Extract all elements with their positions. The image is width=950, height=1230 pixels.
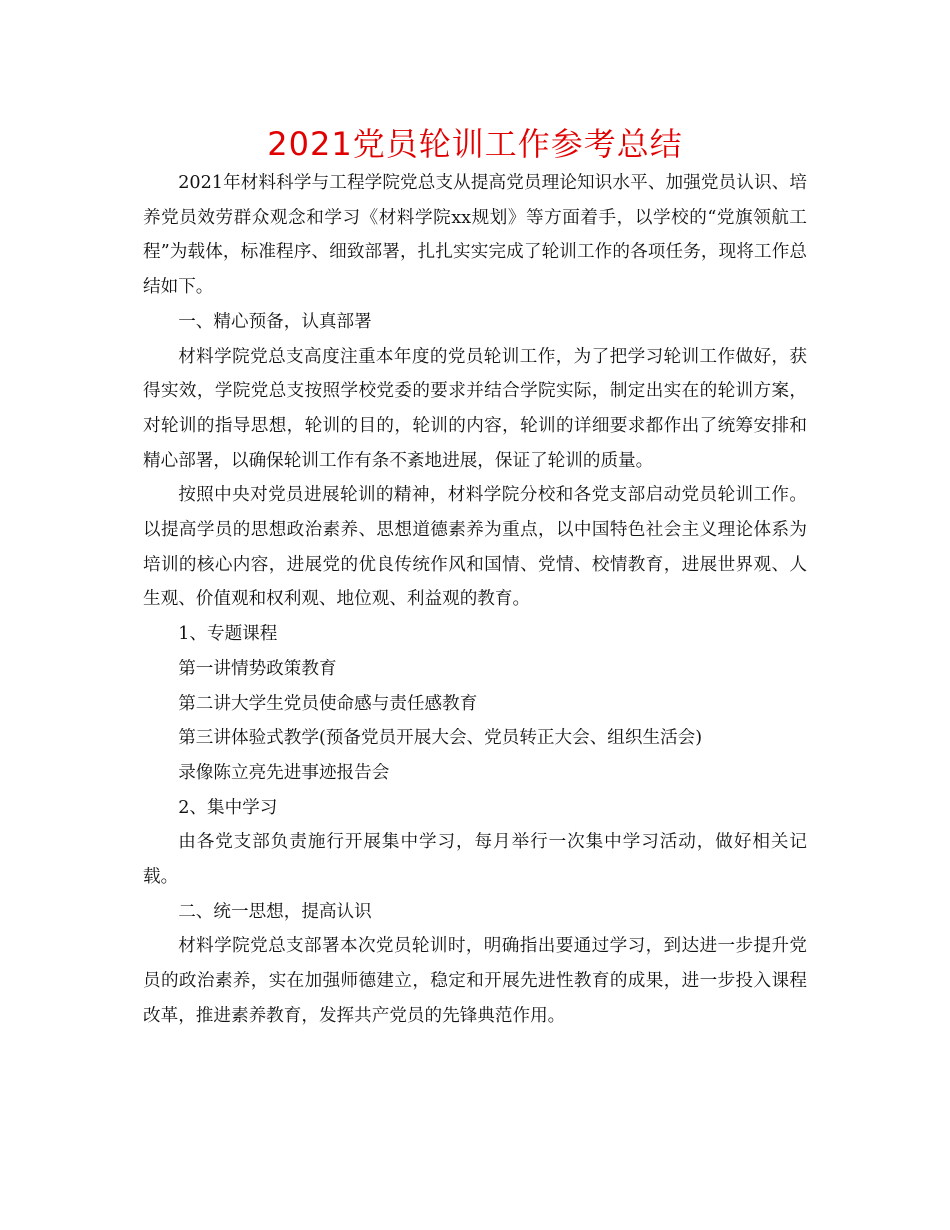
body-paragraph: 材料学院党总支高度注重本年度的党员轮训工作，为了把学习轮训工作做好，获得实效，学院党总支按照学校党委的要求并结合学院实际，制定出实在的轮训方案，对轮训的指导思想，轮训的目的，轮训的内容，轮训的详细要求都作出了统筹安排和精心部署，以确保轮训工作有条不紊地进展，保证了轮训的质量。 — [143, 346, 807, 471]
document-title: 2021党员轮训工作参考总结 — [267, 125, 683, 163]
course-item: 第一讲情势政策教育 — [178, 658, 337, 679]
course-item: 第二讲大学生党员使命感与责任感教育 — [178, 693, 478, 714]
section-heading-1: 一、精心预备，认真部署 — [178, 311, 372, 332]
body-paragraph: 由各党支部负责施行开展集中学习，每月举行一次集中学习活动，做好相关记载。 — [143, 832, 807, 888]
subsection-heading-1: 1、专题课程 — [178, 624, 278, 645]
course-item: 录像陈立亮先进事迹报告会 — [178, 762, 390, 783]
section-heading-2: 二、统一思想，提高认识 — [178, 901, 372, 922]
document-body — [143, 166, 807, 1034]
course-item: 第三讲体验式教学(预备党员开展大会、党员转正大会、组织生活会) — [178, 728, 703, 749]
subsection-heading-2: 2、集中学习 — [178, 797, 278, 818]
body-paragraph: 按照中央对党员进展轮训的精神，材料学院分校和各党支部启动党员轮训工作。以提高学员的思想政治素养、思想道德素养为重点，以中国特色社会主义理论体系为培训的核心内容，进展党的优良传统作风和国情、党情、校情教育，进展世界观、人生观、价值观和权利观、地位观、利益观的教育。 — [143, 485, 807, 610]
intro-paragraph: 2021年材料科学与工程学院党总支从提高党员理论知识水平、加强党员认识、培养党员效劳群众观念和学习《材料学院xx规划》等方面着手，以学校的“党旗领航工程”为载体，标准程序、细致部署，扎扎实实完成了轮训工作的各项任务，现将工作总结如下。 — [143, 173, 807, 298]
body-paragraph: 材料学院党总支部署本次党员轮训时，明确指出要通过学习，到达进一步提升党员的政治素养，实在加强师德建立，稳定和开展先进性教育的成果，进一步投入课程改革，推进素养教育，发挥共产党员的先锋典范作用。 — [143, 936, 807, 1026]
